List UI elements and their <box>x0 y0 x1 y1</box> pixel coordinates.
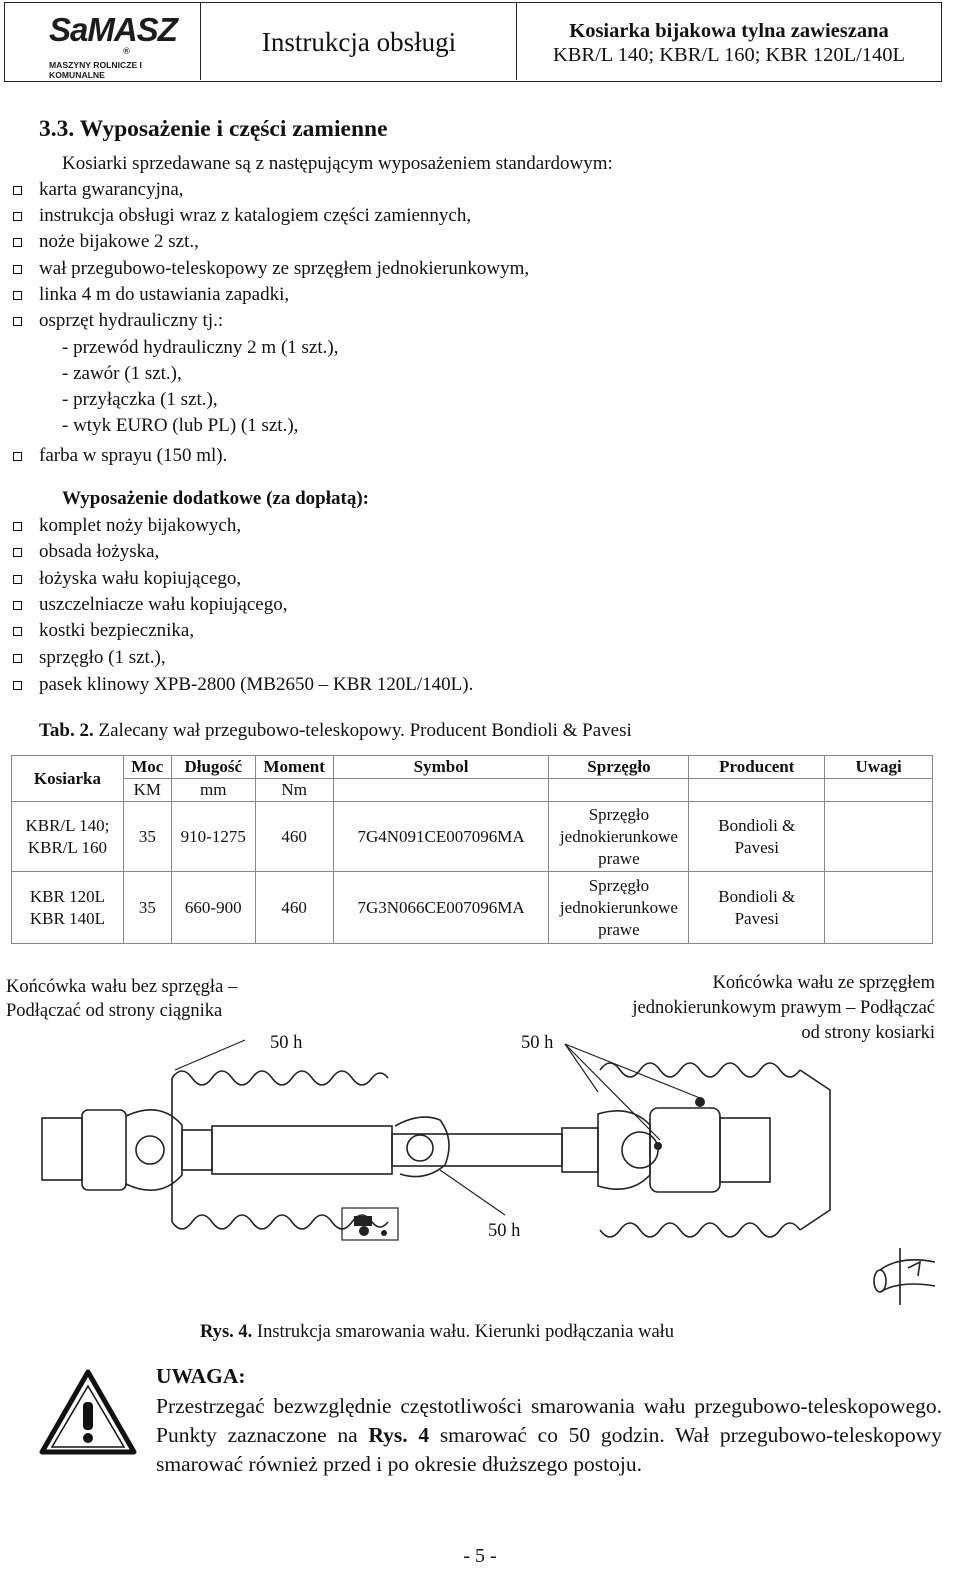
checkbox-bullet-icon <box>13 601 22 610</box>
header-moc: Moc <box>123 756 171 779</box>
unit-empty <box>825 779 933 802</box>
cell-uwagi <box>825 872 933 944</box>
table-caption-text: Zalecany wał przegubowo-teleskopowy. Producent Bondioli & Pavesi <box>98 720 632 741</box>
unit-moc: KM <box>123 779 171 802</box>
checkbox-bullet-icon <box>13 627 22 636</box>
cell-uwagi <box>825 802 933 872</box>
table-units-row <box>12 779 933 802</box>
spec-table <box>11 755 933 944</box>
warning-figure-ref: Rys. 4 <box>368 1423 430 1447</box>
figure-right-label: jednokierunkowym prawym – Podłączać <box>632 998 935 1018</box>
list-item: sprzęgło (1 szt.), <box>39 647 166 668</box>
warning-title: UWAGA: <box>156 1364 246 1388</box>
unit-empty <box>549 779 689 802</box>
checkbox-bullet-icon <box>13 654 22 663</box>
cell-dlugosc: 660-900 <box>171 872 255 944</box>
cell-kosiarka: KBR/L 140; KBR/L 160 <box>12 802 124 872</box>
product-name: Kosiarka bijakowa tylna zawieszana <box>569 20 889 42</box>
figure-right-label: od strony kosiarki <box>801 1023 935 1043</box>
header-moment: Moment <box>255 756 333 779</box>
list-item: wał przegubowo-teleskopowy ze sprzęgłem jednokierunkowym, <box>39 258 530 279</box>
unit-dlugosc: mm <box>171 779 255 802</box>
header-uwagi: Uwagi <box>825 756 933 779</box>
registered-icon: ® <box>122 47 131 57</box>
cell-producent: Bondioli & Pavesi <box>689 802 825 872</box>
logo-tagline: MASZYNY ROLNICZE I KOMUNALNE <box>49 60 142 80</box>
outer-tube <box>212 1126 392 1174</box>
sub-list-item: - przyłączka (1 szt.), <box>62 389 218 410</box>
checkbox-bullet-icon <box>13 317 22 326</box>
checkbox-bullet-icon <box>13 548 22 557</box>
cell-kosiarka: KBR 120L KBR 140L <box>12 872 124 944</box>
header-kosiarka: Kosiarka <box>12 756 124 802</box>
list-item: noże bijakowe 2 szt., <box>39 231 199 252</box>
checkbox-bullet-icon <box>13 212 22 221</box>
table-caption-label: Tab. 2. <box>39 720 94 741</box>
cell-producent: Bondioli & Pavesi <box>689 872 825 944</box>
sub-list-item: - przewód hydrauliczny 2 m (1 szt.), <box>62 337 339 358</box>
sub-list-item: - wtyk EURO (lub PL) (1 szt.), <box>62 415 299 436</box>
figure-caption <box>200 1322 674 1343</box>
warning-text: Przestrzegać bezwzględnie częstotliwości smarowania wału przegubowo-teleskopowego. Punkty zaznaczone na Rys. 4 smarować co 50 godzin. Wał przegubowo-teleskopowy smarować również przed i po okresie dłuższego postoju. <box>156 1394 942 1476</box>
list-item: łożyska wału kopiującego, <box>39 568 242 589</box>
warning-icon <box>38 1368 138 1456</box>
cell-sprzeglo: Sprzęgło jednokierunkowe prawe <box>549 872 689 944</box>
header-title-cell <box>201 3 517 80</box>
figure-caption-label: Rys. 4. <box>200 1322 253 1342</box>
checkbox-bullet-icon <box>13 452 22 461</box>
list-item: karta gwarancyjna, <box>39 179 184 200</box>
header-model-cell <box>517 3 941 80</box>
checkbox-bullet-icon <box>13 291 22 300</box>
cell-moment: 460 <box>255 872 333 944</box>
cell-moment: 460 <box>255 802 333 872</box>
intro-text: Kosiarki sprzedawane są z następującym wyposażeniem standardowym: <box>62 153 613 174</box>
figure-caption-text: Instrukcja smarowania wału. Kierunki podłączania wału <box>256 1322 675 1342</box>
left-yoke <box>42 1118 82 1180</box>
section-title: 3.3. Wyposażenie i części zamienne <box>39 116 388 142</box>
list-item: komplet noży bijakowych, <box>39 515 242 536</box>
checkbox-bullet-icon <box>13 238 22 247</box>
cell-moc: 35 <box>123 802 171 872</box>
figure-left-label: Podłączać od strony ciągnika <box>6 1001 223 1021</box>
unit-empty <box>333 779 549 802</box>
list-item: uszczelniacze wału kopiującego, <box>39 594 288 615</box>
pto-shaft-drawing <box>0 1030 960 1320</box>
lube-interval-label: 50 h <box>521 1033 554 1053</box>
checkbox-bullet-icon <box>13 265 22 274</box>
cell-moc: 35 <box>123 872 171 944</box>
cell-symbol: 7G4N091CE007096MA <box>333 802 549 872</box>
optional-title: Wyposażenie dodatkowe (za dopłatą): <box>62 488 369 509</box>
checkbox-bullet-icon <box>13 522 22 531</box>
header-producent: Producent <box>689 756 825 779</box>
document-type: Instrukcja obsługi <box>261 27 457 57</box>
page-header <box>4 2 942 82</box>
header-dlugosc: Długość <box>171 756 255 779</box>
cell-symbol: 7G3N066CE007096MA <box>333 872 549 944</box>
list-item: osprzęt hydrauliczny tj.: <box>39 310 224 331</box>
cell-dlugosc: 910-1275 <box>171 802 255 872</box>
lube-interval-label: 50 h <box>488 1221 521 1241</box>
header-symbol: Symbol <box>333 756 549 779</box>
list-item: pasek klinowy XPB-2800 (MB2650 – KBR 120L/140L). <box>39 674 474 695</box>
table-row <box>12 872 933 944</box>
product-models: KBR/L 140; KBR/L 160; KBR 120L/140L <box>552 44 906 66</box>
list-item: instrukcja obsługi wraz z katalogiem części zamiennych, <box>39 205 472 226</box>
checkbox-bullet-icon <box>13 186 22 195</box>
checkbox-bullet-icon <box>13 575 22 584</box>
unit-empty <box>689 779 825 802</box>
figure-left-label: Końcówka wału bez sprzęgła – <box>6 977 238 997</box>
company-logo: SaMASZ <box>49 11 177 48</box>
table-header-row <box>12 756 933 779</box>
table-caption <box>39 720 632 742</box>
table-row <box>12 802 933 872</box>
figure-right-label: Końcówka wału ze sprzęgłem <box>712 973 935 993</box>
cell-sprzeglo: Sprzęgło jednokierunkowe prawe <box>549 802 689 872</box>
list-item: kostki bezpiecznika, <box>39 620 195 641</box>
list-item: obsada łożyska, <box>39 541 160 562</box>
lube-interval-label: 50 h <box>270 1033 303 1053</box>
unit-moment: Nm <box>255 779 333 802</box>
list-item: farba w sprayu (150 ml). <box>39 445 228 466</box>
list-item: linka 4 m do ustawiania zapadki, <box>39 284 290 305</box>
header-sprzeglo: Sprzęgło <box>549 756 689 779</box>
right-yoke <box>650 1108 720 1192</box>
logo-cell <box>5 3 201 80</box>
sub-list-item: - zawór (1 szt.), <box>62 363 182 384</box>
page-number: - 5 - <box>463 1545 497 1567</box>
left-guard-bellows <box>172 1071 388 1085</box>
checkbox-bullet-icon <box>13 681 22 690</box>
